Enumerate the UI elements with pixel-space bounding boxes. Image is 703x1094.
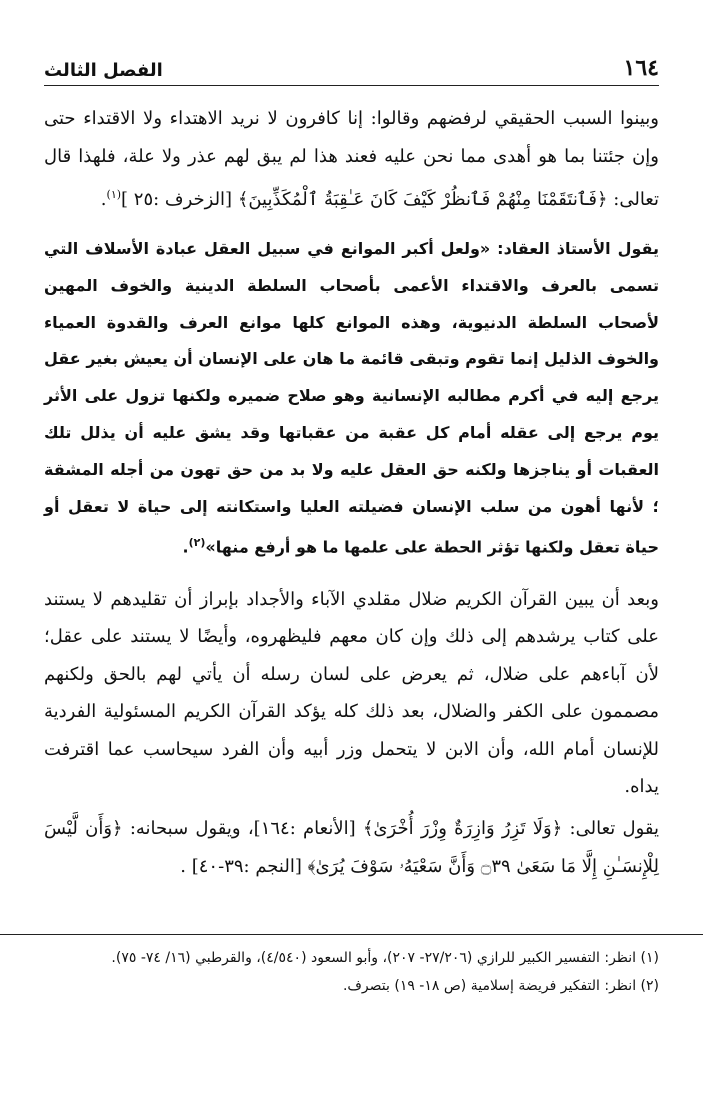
chapter-title: الفصل الثالث xyxy=(44,60,163,81)
quran-verse: ﴿فَٱنتَقَمْنَا مِنْهُمْ فَٱنظُرْ كَيْفَ كَانَ عَـٰقِبَةُ ٱلْمُكَذِّبِينَ﴾ xyxy=(237,189,608,210)
page-header xyxy=(44,52,659,86)
paragraph-text: ، ويقول سبحانه: xyxy=(122,817,254,839)
verse-reference: [الزخرف :٢٥ ] xyxy=(121,189,238,210)
footnote-marker: (٢) xyxy=(188,536,206,550)
paragraph-3: وبعد أن يبين القرآن الكريم ضلال مقلدي الآباء والأجداد بإبراز أن تقليدهم لا يستند على كتاب يرشدهم إلى ذلك وإن كان معهم فليظهروه، وأيضًا لا يستند على عقل؛ لأن آباءهم على ضلال، ثم يعرض على لسان رسله أن يأتي لهم بالحق ولكنهم مصممون على الكفر والضلال، بعد ذلك كله يؤكد القرآن الكريم المسئولية الفردية للإنسان أمام الله، وأن الابن لا يتحمل وزر أبيه وأن الفرد سيحاسب عما اقترفت يداه. xyxy=(44,588,659,797)
quran-verse: ﴿وَلَا تَزِرُ وَازِرَةٌ وِزْرَ أُخْرَىٰ﴾ xyxy=(362,817,563,839)
footnote-marker: (١) xyxy=(106,188,122,201)
footnote-1: (١) انظر: التفسير الكبير للرازي (٢٧/٢٠٦- ٢٠٧)، وأبو السعود (٤/٥٤٠)، والقرطبي (١٦/ ٧٤- ٧٥). xyxy=(111,950,659,966)
page-number: ١٦٤ xyxy=(623,55,659,81)
paragraph-1 xyxy=(44,100,659,219)
sentence-end: . xyxy=(180,855,192,877)
sentence-end: . xyxy=(100,189,107,210)
quotation-paragraph xyxy=(44,231,659,567)
paragraph-text: وبينوا السبب الحقيقي لرفضهم وقالوا: إنا كافرون لا نريد الاهتداء ولا الاقتداء حتى وإن جئتنا بما هو أهدى مما نحن عليه فعند هذا لم يبق لهم عذر ولا علة، فلهذا قال تعالى: xyxy=(44,108,659,210)
paragraph-4 xyxy=(44,810,659,886)
verse-reference: [الأنعام :١٦٤] xyxy=(253,817,363,839)
verse-reference: [النجم :٣٩-٤٠] xyxy=(191,855,308,877)
paragraph-text: يقول تعالى: xyxy=(562,817,659,839)
quran-verse: ﴿وَأَن لَّيْسَ لِلْإِنسَـٰنِ إِلَّا مَا سَعَىٰ ۝٣٩ وَأَنَّ سَعْيَهُۥ سَوْفَ يُرَىٰ﴾ xyxy=(44,817,659,877)
sentence-end: . xyxy=(182,537,189,557)
footnote-divider xyxy=(0,934,703,935)
quotation-text: يقول الأستاذ العقاد: «ولعل أكبر الموانع في سبيل العقل عبادة الأسلاف التي تسمى بالعرف والاقتداء الأعمى بأصحاب السلطة الدينية والخوف المهين لأصحاب السلطة الدنيوية، وهذه الموانع كلها موانع العرف والقدوة العمياء والخوف الذليل إنما تقوم وتبقى قائمة ما هان على الإنسان أن يعيش بغير عقل يرجع إليه في أكرم مطالبه الإنسانية وهو صلاح ضميره ولكنها تزول على الأثر يوم يرجع إلى عقله أمام كل عقبة من عقباتها وقد يشق عليه أن يذلل تلك العقبات أو يناجزها ولكنه حق العقل عليه ولا بد من حق تهون من أجله المشقة ؛ لأنها أهون من سلب الإنسان فضيلته العليا واستكانته إلى حياة لا تعقل أو حياة تعقل ولكنها تؤثر الحطة على علمها ما هو أرفع منها» xyxy=(44,239,659,557)
footnotes xyxy=(44,944,659,1000)
page-body xyxy=(44,100,659,886)
footnote-2: (٢) انظر: التفكير فريضة إسلامية (ص ١٨- ١٩) بتصرف. xyxy=(342,978,659,994)
